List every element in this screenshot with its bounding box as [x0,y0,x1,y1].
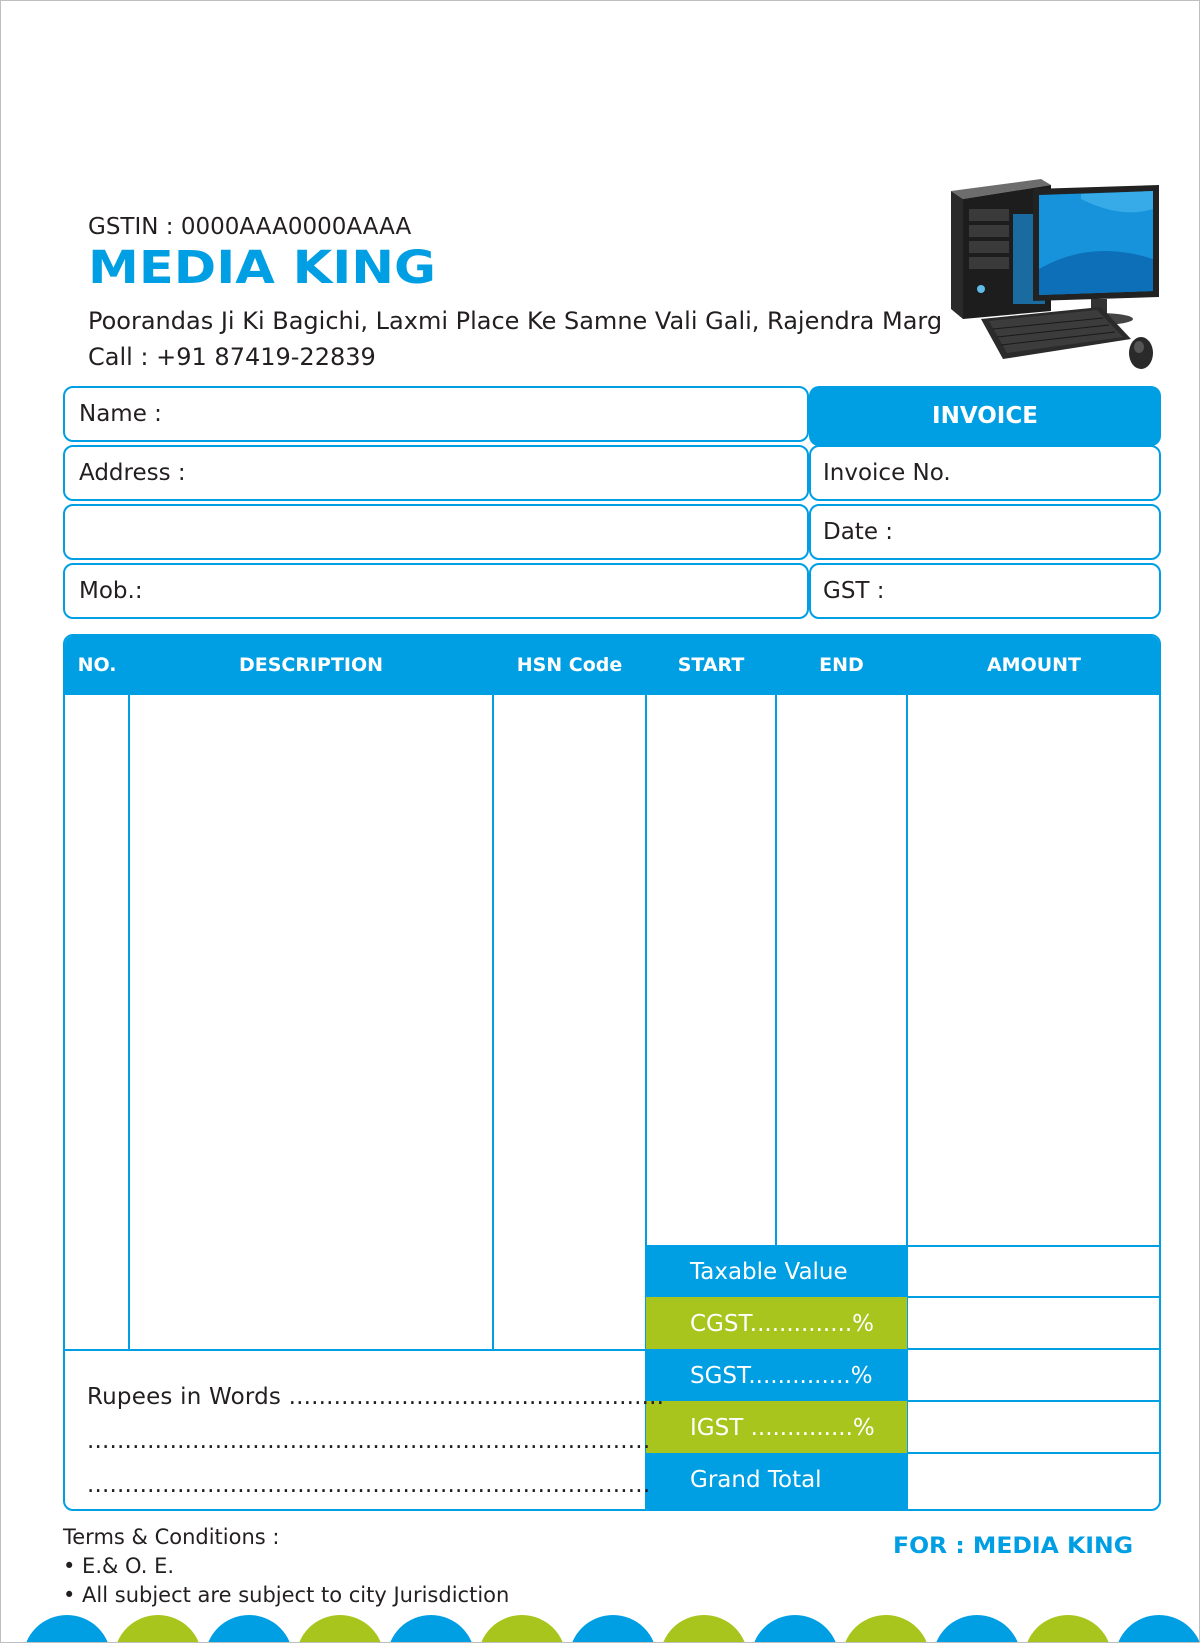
row-divider [907,1348,1161,1350]
column-start: START [677,654,745,676]
mobile-field [63,563,809,619]
sgst-label: SGST..............% [646,1349,907,1401]
table-header [65,636,1159,695]
column-no: NO. [77,654,117,676]
column-end: END [819,654,864,676]
address-label: Address : [79,460,186,486]
invoice-gst-field [809,563,1161,619]
taxable-value-label: Taxable Value [646,1245,907,1297]
name-label: Name : [79,401,162,427]
gstin-text: GSTIN : 0000AAA0000AAAA [88,214,412,240]
invoice-number-label: Invoice No. [823,460,951,486]
column-amount: AMOUNT [986,654,1082,676]
mobile-label: Mob.: [79,578,143,604]
column-divider [128,695,130,1350]
column-divider [775,695,777,1245]
terms-item: • All subject are subject to city Jurisdiction [63,1583,510,1607]
igst-label: IGST ..............% [646,1401,907,1453]
column-hsn-code: HSN Code [516,654,623,676]
signature-label [893,1531,1135,1557]
decorative-scallop-border [1,1611,1200,1643]
company-phone: Call : +91 87419-22839 [88,343,376,371]
cgst-label: CGST..............% [646,1297,907,1349]
row-divider [907,1452,1161,1454]
signature-text: FOR : MEDIA KING [893,1534,1133,1557]
row-divider [907,1400,1161,1402]
row-divider [907,1296,1161,1298]
address-line2-field [63,504,809,560]
rupees-in-words-line2: ........................................................................... [87,1428,651,1454]
name-field [63,386,809,442]
invoice-date-field [809,504,1161,560]
invoice-date-label: Date : [823,519,894,545]
invoice-gst-label: GST : [823,578,885,604]
brand-name: MEDIA KING [88,247,436,289]
rupees-in-words-line1: Rupees in Words .................................................. [87,1384,665,1410]
items-table [63,634,1161,1511]
terms-item: • E.& O. E. [63,1554,175,1578]
desktop-computer-icon [941,169,1161,381]
company-address: Poorandas Ji Ki Bagichi, Laxmi Place Ke Samne Vali Gali, Rajendra Marg [88,307,943,335]
words-divider [65,1349,646,1351]
row-divider [907,1245,1161,1247]
rupees-in-words-line3: ........................................................................... [87,1472,651,1498]
address-field [63,445,809,501]
invoice-title: INVOICE [809,386,1161,446]
column-divider [492,695,494,1350]
grand-total-label: Grand Total [646,1453,907,1511]
invoice-number-field [809,445,1161,501]
terms-title: Terms & Conditions : [63,1525,280,1549]
column-description: DESCRIPTION [238,654,384,676]
brand-logo [88,247,438,289]
